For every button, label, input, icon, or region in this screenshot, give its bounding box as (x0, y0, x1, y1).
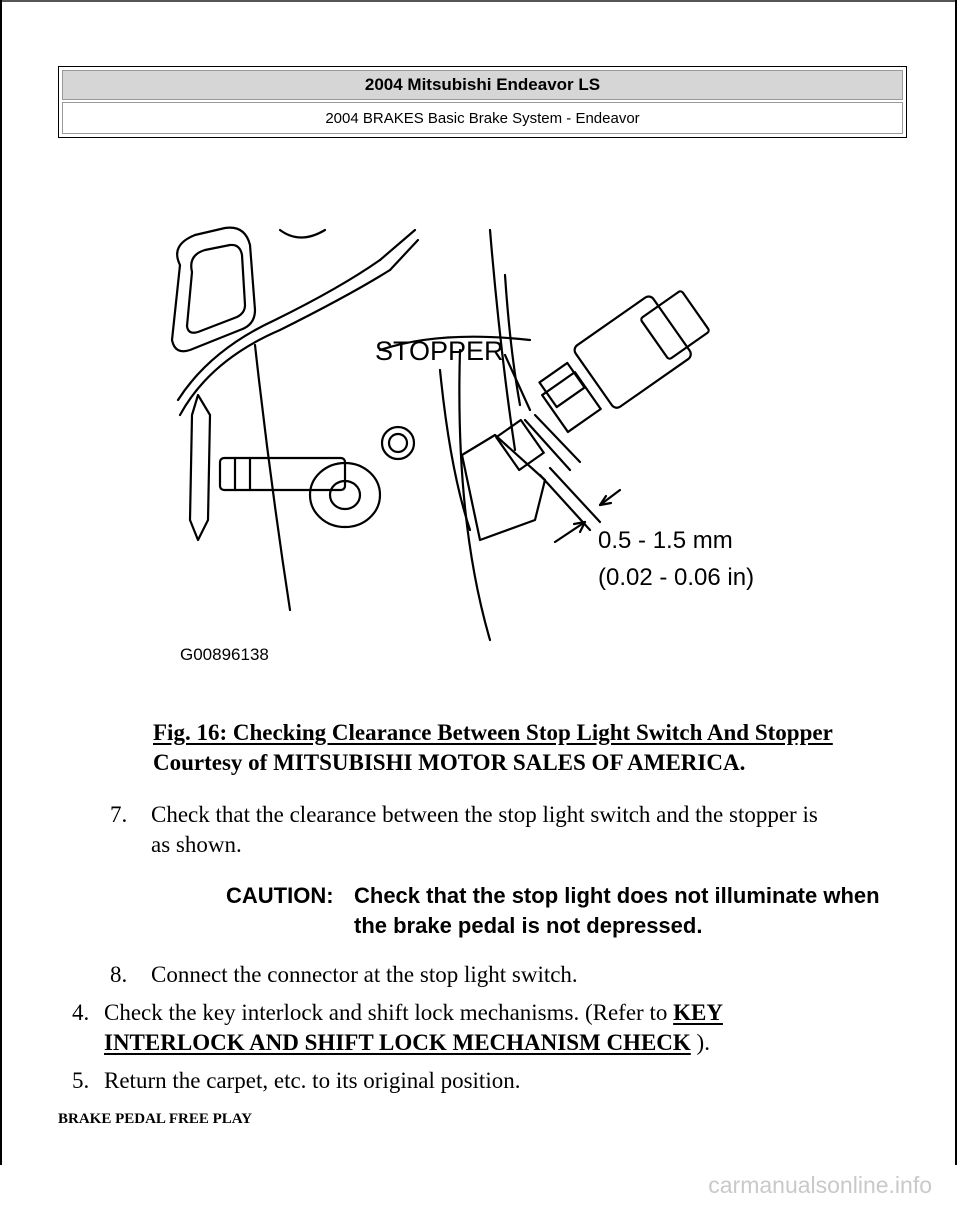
pushrod (220, 458, 345, 490)
watermark: carmanualsonline.info (708, 1171, 932, 1198)
pedal-arm (190, 395, 210, 540)
switch-connector (640, 290, 710, 360)
clearance-mm-label: 0.5 - 1.5 mm (598, 527, 733, 554)
diagonal-1 (380, 230, 415, 260)
page-border-top (0, 0, 957, 2)
figure-id-label: G00896138 (180, 645, 269, 664)
step-text-after: ). (690, 1030, 710, 1055)
figure-caption (153, 718, 833, 778)
step-text: Return the carpet, etc. to its original position. (104, 1068, 521, 1093)
step-number: 7. (110, 802, 128, 827)
step-number: 5. (72, 1068, 90, 1093)
header-subtitle: 2004 BRAKES Basic Brake System - Endeavor (62, 102, 903, 134)
step-text-before: Check the key interlock and shift lock mechanisms. (Refer to (104, 1000, 674, 1025)
top-arc (280, 230, 325, 238)
body-line-4 (459, 350, 490, 640)
step-text-continued: as shown. (151, 832, 242, 857)
switch-nut (542, 372, 601, 432)
caution-text: Check that the stop light does not illuminate when the brake pedal is not depressed. (354, 883, 880, 938)
step-number: 8. (110, 962, 128, 987)
step-text (104, 998, 824, 1058)
caption-title: Fig. 16: Checking Clearance Between Stop Light Switch And Stopper (153, 720, 833, 745)
bolt-inner (389, 434, 407, 452)
caution-label: CAUTION: (226, 883, 334, 908)
bolt-outer (382, 427, 414, 459)
section-heading: BRAKE PEDAL FREE PLAY (58, 1111, 253, 1127)
step-number: 4. (72, 1000, 90, 1025)
body-line-1 (255, 345, 290, 610)
panel-inner (187, 245, 245, 333)
caption-courtesy: Courtesy of MITSUBISHI MOTOR SALES OF AMERICA. (153, 750, 746, 775)
stopper-bracket (462, 435, 545, 540)
clearance-in-label: (0.02 - 0.06 in) (598, 564, 755, 591)
stop-light-switch-diagram (150, 200, 790, 670)
step-text: Check that the clearance between the stop light switch and the stopper is (151, 802, 818, 827)
stopper-block (496, 420, 544, 470)
header-title: 2004 Mitsubishi Endeavor LS (62, 70, 903, 100)
page-border-right (955, 0, 957, 1165)
page-border-left (0, 0, 2, 1165)
document-header (58, 66, 907, 138)
key-interlock-link[interactable]: KEY INTERLOCK AND SHIFT LOCK MECHANISM CHECK (104, 1000, 723, 1055)
diagonal-2 (390, 240, 418, 270)
step-text: Connect the connector at the stop light switch. (151, 962, 578, 987)
pushrod-mid (235, 458, 250, 490)
panel-outline (172, 228, 255, 352)
stopper-label: STOPPER (375, 336, 504, 366)
